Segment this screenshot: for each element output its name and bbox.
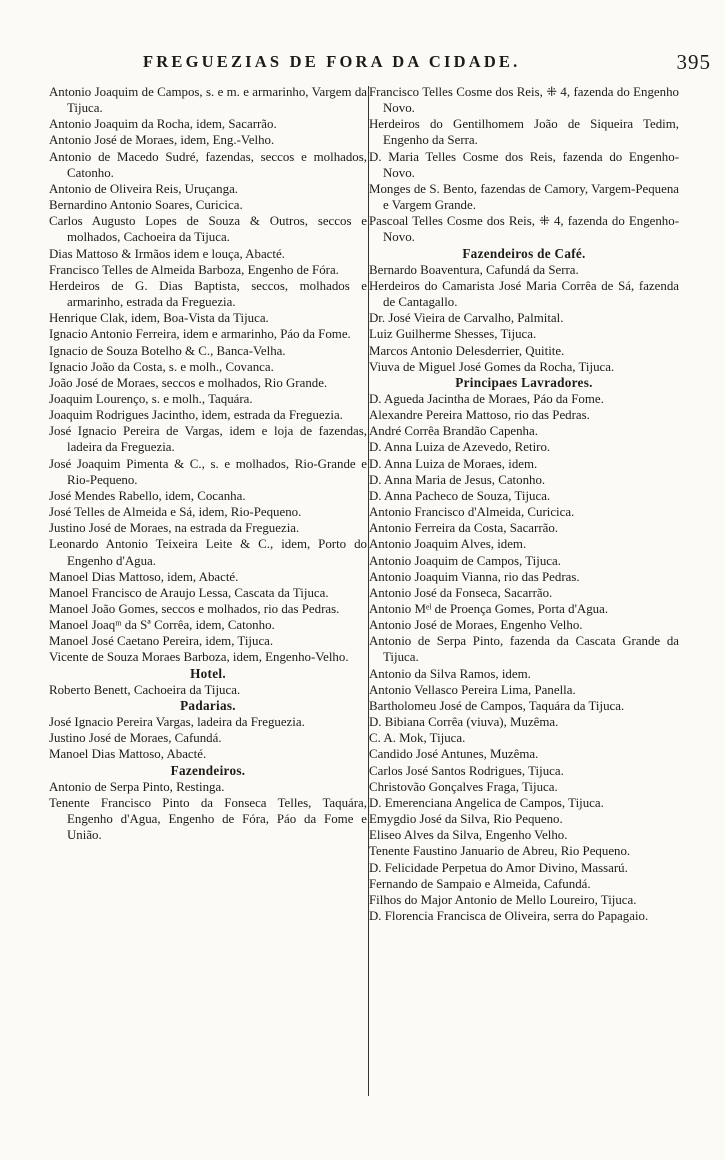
directory-entry: Leonardo Antonio Teixeira Leite & C., idem, Porto do Engenho d'Agua. [49,537,367,568]
page-number: 395 [676,50,711,74]
directory-entry: Herdeiros do Camarista José Maria Corrêa de Sá, fazenda de Cantagallo. [369,278,679,310]
directory-entry: Alexandre Pereira Mattoso, rio das Pedras. [369,408,590,423]
directory-entry: Antonio Joaquim da Rocha, idem, Sacarrão. [49,117,277,132]
directory-entry: Eliseo Alves da Silva, Engenho Velho. [369,828,568,843]
directory-entry: Manoel Dias Mattoso, idem, Abacté. [49,569,239,584]
directory-entry: André Corrêa Brandão Capenha. [369,424,538,439]
directory-entry: Justino José de Moraes, na estrada da Freguezia. [49,521,300,536]
directory-entry: Joaquim Rodrigues Jacintho, idem, estrada da Freguezia. [49,408,343,423]
directory-entry: D. Florencia Francisca de Oliveira, serra do Papagaio. [369,908,649,923]
directory-entry: Dr. José Vieira de Carvalho, Palmital. [369,311,564,326]
directory-entry: Christovão Gonçalves Fraga, Tijuca. [369,779,558,794]
running-title: FREGUEZIAS DE FORA DA CIDADE. [143,52,521,71]
directory-entry: Herdeiros do Gentilhomem João de Siqueira Tedim, Engenho da Serra. [369,117,679,148]
directory-entry: Viuva de Miguel José Gomes da Rocha, Tijuca. [369,359,615,374]
directory-entry: Antonio de Macedo Sudré, fazendas, seccos e molhados, Catonho. [49,149,367,180]
directory-entry: Joaquim Lourenço, s. e molh., Taquára. [49,391,253,406]
directory-entry: Antonio José de Moraes, Engenho Velho. [369,618,583,633]
directory-entry: Antonio de Oliveira Reis, Uruçanga. [49,181,239,196]
directory-entry: Candido José Antunes, Muzêma. [369,747,539,762]
directory-entry: D. Emerenciana Angelica de Campos, Tijuca. [369,795,604,810]
directory-entry: Justino José de Moraes, Cafundá. [49,731,222,746]
directory-entry: Antonio de Serpa Pinto, Restinga. [49,779,225,794]
directory-entry: D. Anna Pacheco de Souza, Tijuca. [369,488,551,503]
section-heading: Principaes Lavradores. [455,374,593,390]
directory-entry: Antonio Joaquim Alves, idem. [369,537,527,552]
directory-entry: Herdeiros de G. Dias Baptista, seccos, molhados e armarinho, estrada da Freguezia. [49,278,367,310]
directory-entry: Bartholomeu José de Campos, Taquára da Tijuca. [369,698,625,713]
directory-entry: Marcos Antonio Delesderrier, Quitite. [369,343,565,358]
directory-entry: Francisco Telles Cosme dos Reis, ⁜ 4, fazenda do Engenho Novo. [369,85,679,116]
directory-entry: D. Agueda Jacintha de Moraes, Páo da Fome. [369,391,604,406]
directory-entry: Manoel João Gomes, seccos e molhados, rio das Pedras. [49,602,340,616]
directory-entry: José Telles de Almeida e Sá, idem, Rio-Pequeno. [49,505,302,520]
directory-entry: Henrique Clak, idem, Boa-Vista da Tijuca. [49,311,269,326]
section-heading: Fazendeiros. [170,762,246,778]
directory-entry: Manoel José Caetano Pereira, idem, Tijuca. [49,634,274,649]
section-heading: Hotel. [190,665,226,681]
directory-entry: Antonio da Silva Ramos, idem. [369,666,531,681]
directory-entry: D. Anna Luiza de Moraes, idem. [369,456,538,471]
directory-entry: Bernardo Boaventura, Cafundá da Serra. [369,262,579,277]
directory-entry: Antonio Joaquim Vianna, rio das Pedras. [369,569,580,584]
directory-entry: C. A. Mok, Tijuca. [369,731,466,746]
section-heading: Padarias. [180,697,236,713]
directory-entry: José Ignacio Pereira de Vargas, idem e loja de fazendas, ladeira da Freguezia. [49,424,367,455]
directory-entry: José Joaquim Pimenta & C., s. e molhados, Rio-Grande e Rio-Pequeno. [49,456,367,487]
directory-entry: Antonio Vellasco Pereira Lima, Panella. [369,682,576,697]
directory-entry: Roberto Benett, Cachoeira da Tijuca. [49,682,241,697]
directory-entry: Pascoal Telles Cosme dos Reis, ⁜ 4, fazenda do Engenho-Novo. [369,214,679,245]
directory-entry: Antonio Joaquim de Campos, s. e m. e armarinho, Vargem da Tijuca. [49,85,367,116]
directory-entry: Emygdio José da Silva, Rio Pequeno. [369,812,563,827]
directory-entry: Dias Mattoso & Irmãos idem e louça, Abacté. [49,246,285,261]
right-column [369,84,679,1100]
directory-entry: João José de Moraes, seccos e molhados, Rio Grande. [49,375,328,390]
directory-entry: Carlos José Santos Rodrigues, Tijuca. [369,763,564,778]
directory-entry: Antonio de Serpa Pinto, fazenda da Cascata Grande da Tijuca. [369,634,679,665]
directory-entry: Bernardino Antonio Soares, Curicica. [49,198,243,213]
directory-entry: Luiz Guilherme Shesses, Tijuca. [369,327,537,342]
directory-entry: Francisco Telles de Almeida Barboza, Engenho de Fóra. [49,262,339,277]
directory-entry: José Mendes Rabello, idem, Cocanha. [49,488,246,503]
directory-entry: Antonio José de Moraes, idem, Eng.-Velho. [49,133,275,148]
directory-entry: Monges de S. Bento, fazendas de Camory, Vargem-Pequena e Vargem Grande. [369,181,679,213]
directory-entry: Manoel Francisco de Araujo Lessa, Cascata da Tijuca. [49,585,329,600]
directory-entry: Carlos Augusto Lopes de Souza & Outros, seccos e molhados, Cachoeira da Tijuca. [49,214,367,245]
directory-entry: D. Anna Maria de Jesus, Catonho. [369,472,546,487]
directory-entry: D. Maria Telles Cosme dos Reis, fazenda do Engenho-Novo. [369,149,679,180]
directory-entry: Ignacio João da Costa, s. e molh., Covanca. [49,359,274,374]
directory-entry: Tenente Francisco Pinto da Fonseca Telles, Taquára, Engenho d'Agua, Engenho de Fóra, Páo da Fome e União. [49,795,367,843]
directory-entry: Fernando de Sampaio e Almeida, Cafundá. [369,876,591,891]
directory-entry: Antonio Francisco d'Almeida, Curicica. [369,505,575,520]
directory-entry: Vicente de Souza Moraes Barboza, idem, Engenho-Velho. [49,650,349,665]
directory-entry: Filhos do Major Antonio de Mello Loureiro, Tijuca. [369,892,637,907]
section-heading: Fazendeiros de Café. [462,245,586,261]
left-column [49,84,367,1100]
directory-entry: D. Bibiana Corrêa (viuva), Muzêma. [369,715,559,730]
directory-entry: D. Felicidade Perpetua do Amor Divino, Massarú. [369,860,628,875]
directory-entry: Antonio José da Fonseca, Sacarrão. [369,585,553,600]
directory-entry: Antonio Ferreira da Costa, Sacarrão. [369,521,558,536]
directory-entry: José Ignacio Pereira Vargas, ladeira da Freguezia. [49,715,305,730]
directory-entry: Tenente Faustino Januario de Abreu, Rio Pequeno. [369,844,631,859]
directory-entry: Antonio Joaquim de Campos, Tijuca. [369,553,561,568]
page-header [48,50,711,80]
directory-entry: Antonio Mᵉˡ de Proença Gomes, Porta d'Agua. [369,602,609,616]
directory-entry: Ignacio de Souza Botelho & C., Banca-Velha. [49,343,286,358]
directory-entry: Manoel Joaqᵐ da Sª Corrêa, idem, Catonho. [49,618,275,633]
directory-entry: Manoel Dias Mattoso, Abacté. [49,747,207,762]
directory-entry: Ignacio Antonio Ferreira, idem e armarinho, Páo da Fome. [49,327,351,342]
directory-entry: D. Anna Luiza de Azevedo, Retiro. [369,440,551,455]
